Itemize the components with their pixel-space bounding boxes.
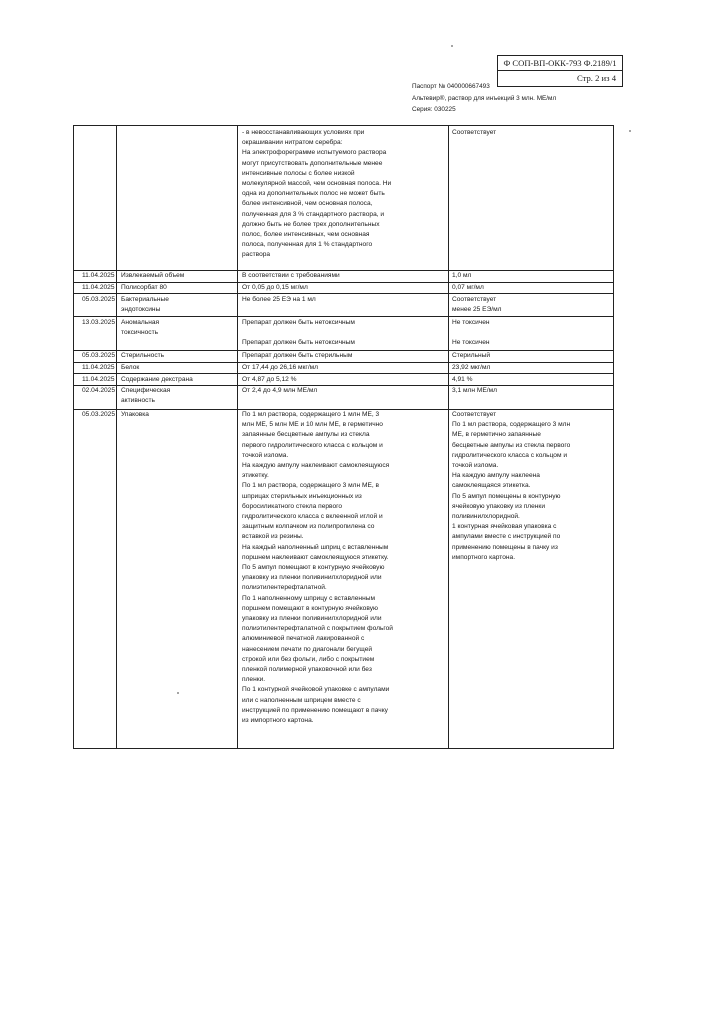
requirement-text: В соответствии с требованиями (242, 272, 340, 279)
test-name: Специфическая активность (121, 387, 171, 405)
table-col-divider-date (116, 125, 117, 749)
test-date: 11.04.2025 (82, 376, 115, 383)
requirement-text: По 1 мл раствора, содержащего 1 млн МЕ, 3 млн МЕ, 5 млн МЕ и 10 млн МЕ, в герметично запаянные бесцветные ампулы из стекла первого гидролитического класса с кольцом и точкой излома. На каждую ампулу наклеивают самоклеящуюся этикетку. По 1 мл раствора, содержащего 3 млн МЕ, в шприцах стерильных инъекционных из боросиликатного стекла первого гидролитического класса с вклеенной иглой и защитным колпачком из полипропилена со вставкой из резины. На каждый наполненный шприц с вставленным поршнем наклеивают самоклеящуюся этикетку. По 5 ампул помещают в контурную ячейковую упаковку из пленки поливинилхлоридной или полиэтилентерефталатной. По 1 наполненному шприцу с вставленным поршнем помещают в контурную ячейковую упаковку из пленки поливинилхлоридной или полиэтилентерефталатной с покрытием фольгой алюминиевой печатной лакированной с нанесением печати по диагонали бегущей строкой или без фольги, либо с покрытием пленкой полимерной упаковочной или без пленки. По 1 контурной ячейковой упаковке с ампулами или с наполненным шприцем вместе с инструкцией по применению помещают в пачку из импортного картона. (242, 411, 393, 725)
form-box-divider (498, 70, 622, 71)
result-text: 4,91 % (452, 376, 473, 383)
result-text: Не токсичен Не токсичен (452, 319, 490, 347)
result-text: 23,92 мкг/мл (452, 364, 491, 371)
page-number: Стр. 2 из 4 (577, 73, 616, 83)
test-date: 05.03.2025 (82, 296, 116, 303)
test-name: Аномальная токсичность (121, 319, 160, 337)
test-name: Стерильность (121, 352, 165, 359)
test-name: Упаковка (121, 411, 149, 418)
requirement-text: - в невосстанавливающих условиях при окрашивании нитратом серебра: На электрофореграмме испытуемого раствора могут присутствовать дополнительные менее интенсивные полосы с более низкой молекулярной массой, чем основная полоса. Ни одна из дополнительных полос не может быть более интенсивной, чем основная полоса, полученная для 3 % стандартного раствора, и должно быть не более трех дополнительных полос, более интенсивных, чем основная полоса, полученная для 1 % стандартного раствора (242, 129, 392, 259)
test-name: Белок (121, 364, 140, 371)
result-text: Соответствует По 1 мл раствора, содержащего 3 млн МЕ, в герметично запаянные бесцветные ампулы из стекла первого гидролитического класса с кольцом и точкой излома. На каждую ампулу наклеена самоклеящаяся этикетка. По 5 ампул помещены в контурную ячейковую упаковку из пленки поливинилхлоридной. 1 контурная ячейковая упаковка с ампулами вместе с инструкцией по применению помещены в пачку из импортного картона. (452, 411, 571, 561)
form-code: Ф СОП-ВП-ОКК-793 Ф.2189/1 (503, 58, 617, 68)
result-text: 0,07 мг/мл (452, 284, 484, 291)
batch-series: Серия: 030225 (412, 106, 456, 113)
product-name: Альтевир®, раствор для инъекций 3 млн. МЕ/мл (412, 95, 557, 102)
test-name: Извлекаемый объем (121, 272, 185, 279)
result-text: 3,1 млн МЕ/мл (452, 387, 497, 394)
table-row-divider (73, 316, 614, 317)
requirement-text: От 17,44 до 26,16 мкг/мл (242, 364, 319, 371)
test-date: 11.04.2025 (82, 364, 115, 371)
scan-speck (177, 692, 179, 694)
table-col-divider-requirement (448, 125, 449, 749)
test-name: Полисорбат 80 (121, 284, 167, 291)
requirement-text: Не более 25 ЕЭ на 1 мл (242, 296, 316, 303)
table-col-divider-name (237, 125, 238, 749)
scan-speck (629, 130, 631, 132)
test-date: 11.04.2025 (82, 272, 115, 279)
result-text: Стерильный (452, 352, 491, 359)
result-text: Соответствует менее 25 ЕЭ/мл (452, 296, 502, 314)
test-date: 02.04.2025 (82, 387, 116, 394)
form-code-box (497, 55, 623, 87)
table-row-divider (73, 373, 614, 374)
requirement-text: От 0,05 до 0,15 мг/мл (242, 284, 308, 291)
requirement-text: От 2,4 до 4,9 млн МЕ/мл (242, 387, 318, 394)
test-name: Бактериальные эндотоксины (121, 296, 169, 314)
test-name: Содержание декстрана (121, 376, 193, 383)
test-date: 05.03.2025 (82, 411, 116, 418)
result-text: Соответствует (452, 129, 497, 136)
requirement-text: Препарат должен быть нетоксичным Препарат должен быть нетоксичным (242, 319, 355, 347)
passport-number: Паспорт № 040000667493 (412, 83, 490, 90)
requirement-text: Препарат должен быть стерильным (242, 352, 353, 359)
result-text: 1,0 мл (452, 272, 472, 279)
table-row-divider (73, 362, 614, 363)
test-date: 13.03.2025 (82, 319, 116, 326)
requirement-text: От 4,87 до 5,12 % (242, 376, 297, 383)
test-date: 11.04.2025 (82, 284, 115, 291)
scan-speck (451, 45, 453, 47)
test-date: 05.03.2025 (82, 352, 116, 359)
